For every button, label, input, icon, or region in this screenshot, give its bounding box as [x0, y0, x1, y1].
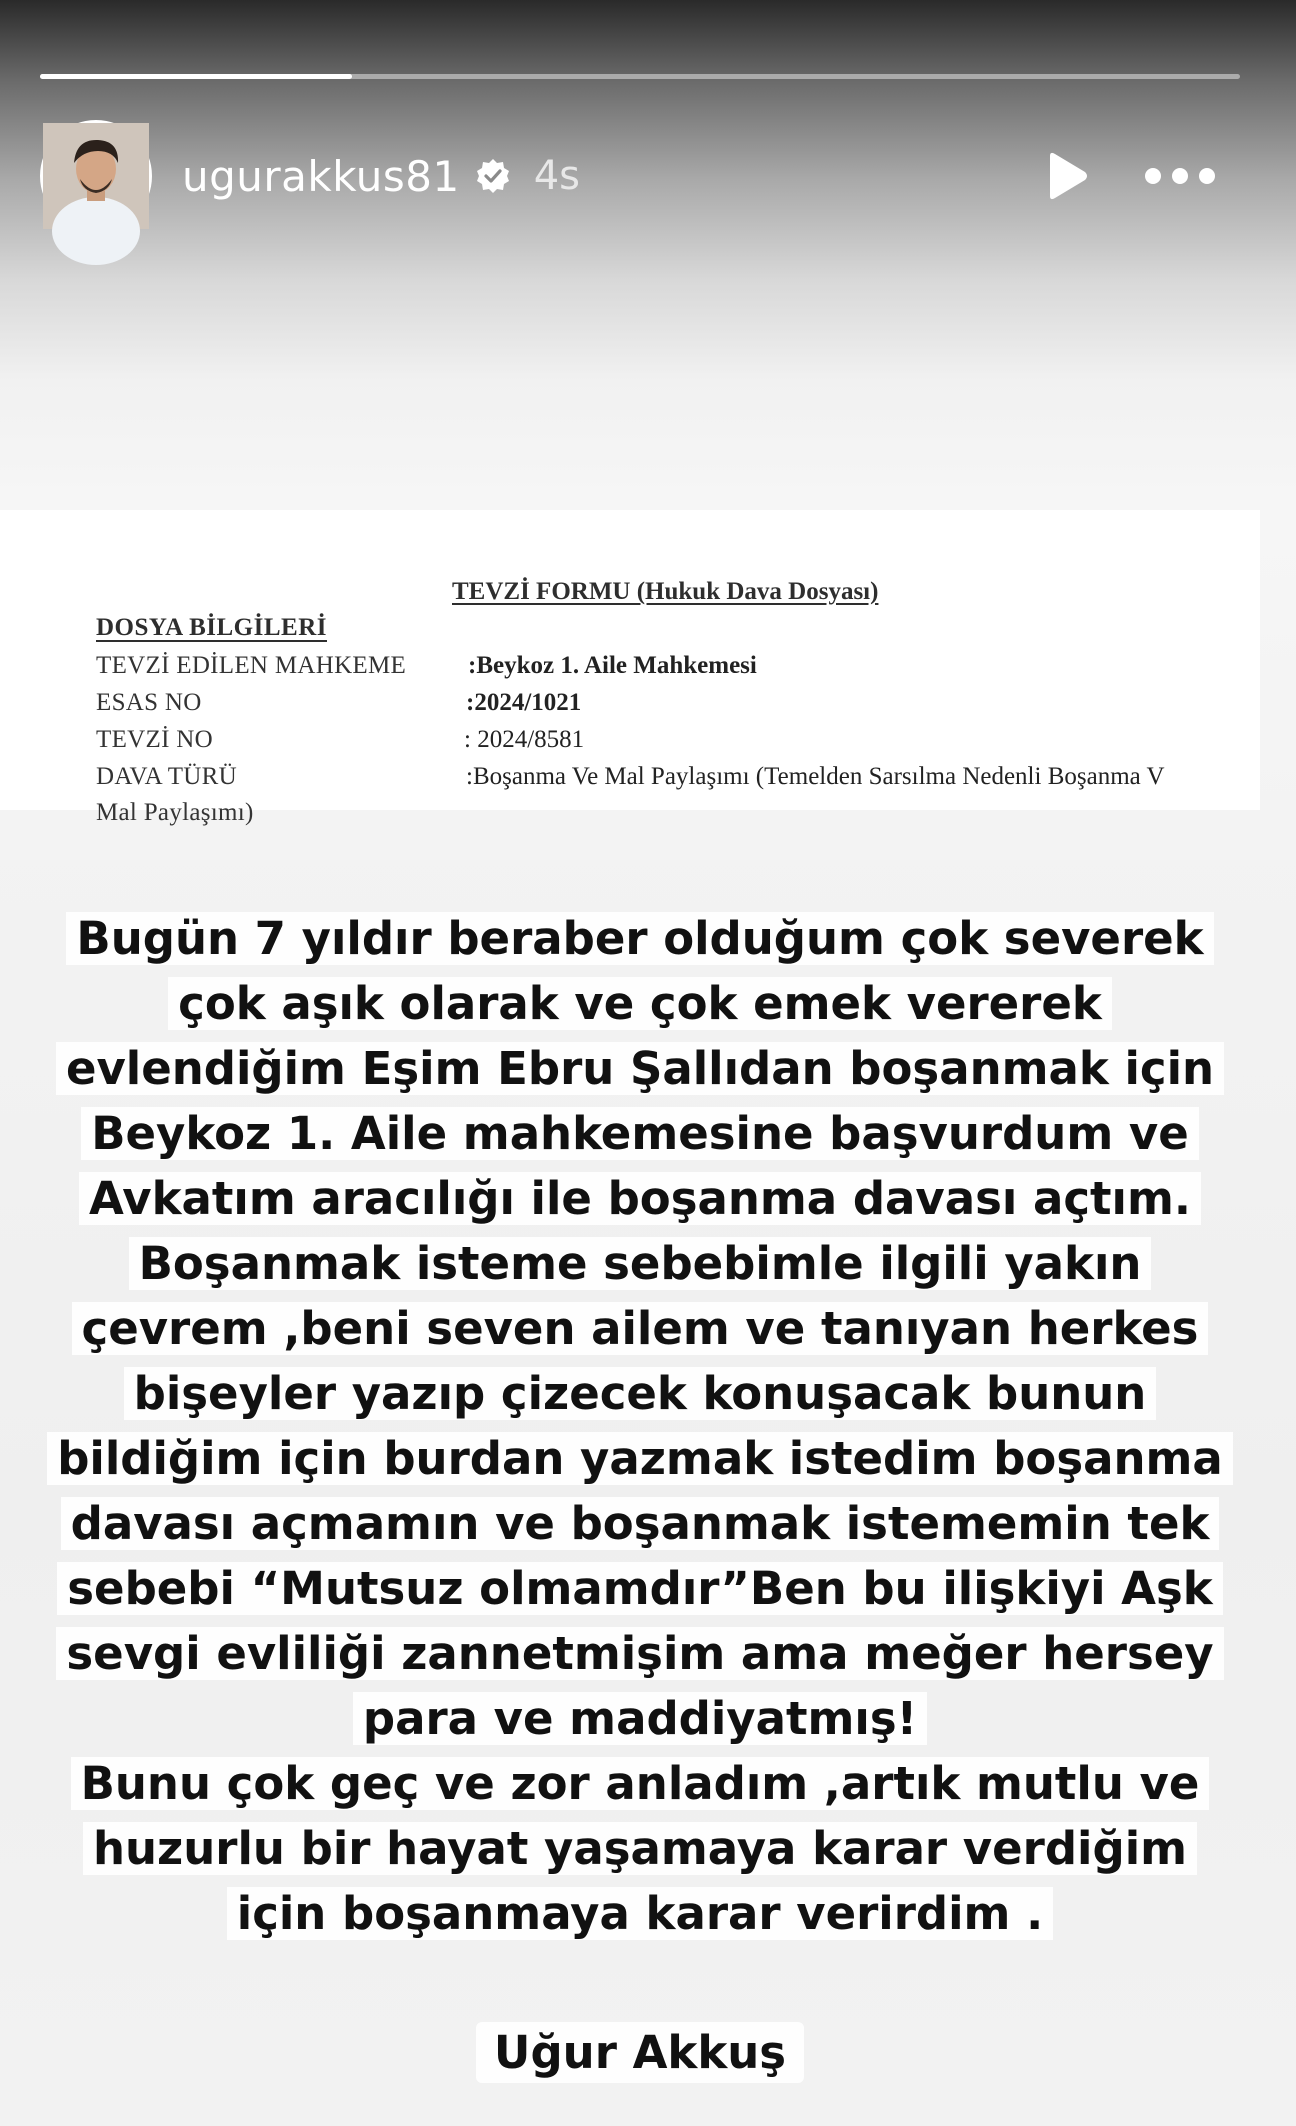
message-line-text: davası açmamın ve boşanmak istememin tek	[61, 1497, 1220, 1550]
document-row-label: TEVZİ NO	[96, 726, 213, 753]
message-line-text: para ve maddiyatmış!	[353, 1692, 927, 1745]
document-row-value: :Beykoz 1. Aile Mahkemesi	[468, 652, 757, 679]
more-options-icon	[1143, 166, 1217, 186]
username[interactable]: ugurakkus81	[182, 151, 460, 201]
message-line	[0, 1296, 1280, 1361]
signature-text: Uğur Akkuş	[476, 2022, 804, 2083]
document-row-label: DAVA TÜRÜ	[96, 763, 237, 790]
message-line	[0, 906, 1280, 971]
message-line-text: evlendiğim Eşim Ebru Şallıdan boşanmak için	[56, 1042, 1224, 1095]
message-line	[0, 1231, 1280, 1296]
message-line-text: bildiğim için burdan yazmak istedim boşanma	[47, 1432, 1233, 1485]
message-line-text: çok aşık olarak ve çok emek vererek	[168, 977, 1112, 1030]
play-icon	[1042, 150, 1090, 202]
message-line	[0, 1426, 1280, 1491]
message-line-text: Boşanmak isteme sebebimle ilgili yakın	[129, 1237, 1152, 1290]
avatar-image	[43, 123, 149, 229]
post-time: 4s	[533, 153, 580, 199]
verified-badge-icon	[474, 157, 512, 195]
document-row	[96, 689, 1296, 725]
document-row	[96, 763, 1296, 799]
document-title: TEVZİ FORMU (Hukuk Dava Dosyası)	[452, 578, 879, 605]
message-line	[0, 1816, 1280, 1881]
document-cut-off-row	[96, 799, 1296, 835]
document-row-label: TEVZİ EDİLEN MAHKEME	[96, 652, 407, 679]
play-button[interactable]	[1036, 146, 1096, 206]
message-line-text: için boşanmaya karar verirdim .	[227, 1887, 1053, 1940]
message-line	[0, 1686, 1280, 1751]
message-line	[0, 1556, 1280, 1621]
message-line-text: Bunu çok geç ve zor anladım ,artık mutlu ve	[71, 1757, 1210, 1810]
message-line-text: çevrem ,beni seven ailem ve tanıyan herkes	[72, 1302, 1209, 1355]
document-row-label: ESAS NO	[96, 689, 202, 716]
message-line-text: sebebi “Mutsuz olmamdır”Ben bu ilişkiyi Aşk	[57, 1562, 1222, 1615]
story-progress-bar	[40, 74, 1240, 79]
story-progress-fill	[40, 74, 352, 79]
document-row-value: : 2024/8581	[464, 726, 585, 753]
message-line-text: sevgi evliliği zannetmişim ama meğer hersey	[56, 1627, 1223, 1680]
story-header	[40, 118, 1240, 234]
message-line-text: Bugün 7 yıldır beraber olduğum çok severek	[66, 912, 1213, 965]
court-document-image	[0, 510, 1260, 826]
document-section-heading: DOSYA BİLGİLERİ	[96, 614, 327, 641]
message-line	[0, 1101, 1280, 1166]
message-line	[0, 971, 1280, 1036]
message-line	[0, 1361, 1280, 1426]
story-message	[0, 906, 1280, 1946]
document-row	[96, 652, 1296, 688]
more-options-button[interactable]	[1140, 146, 1220, 206]
message-line-text: Beykoz 1. Aile mahkemesine başvurdum ve	[81, 1107, 1199, 1160]
document-row-value: :Boşanma Ve Mal Paylaşımı (Temelden Sarsılma Nedenli Boşanma V	[466, 763, 1165, 790]
document-cut-off-text: Mal Paylaşımı)	[96, 799, 254, 826]
message-line	[0, 1491, 1280, 1556]
document-row	[96, 726, 1296, 762]
message-line	[0, 1621, 1280, 1686]
message-line-text: huzurlu bir hayat yaşamaya karar verdiğim	[83, 1822, 1197, 1875]
message-line	[0, 1166, 1280, 1231]
message-line-text: bişeyler yazıp çizecek konuşacak bunun	[124, 1367, 1157, 1420]
signature	[0, 2020, 1280, 2085]
message-line-text: Avkatım aracılığı ile boşanma davası açtım.	[79, 1172, 1201, 1225]
avatar[interactable]	[40, 120, 152, 232]
document-row-value: :2024/1021	[466, 689, 582, 716]
message-line	[0, 1036, 1280, 1101]
message-line	[0, 1751, 1280, 1816]
message-line	[0, 1881, 1280, 1946]
